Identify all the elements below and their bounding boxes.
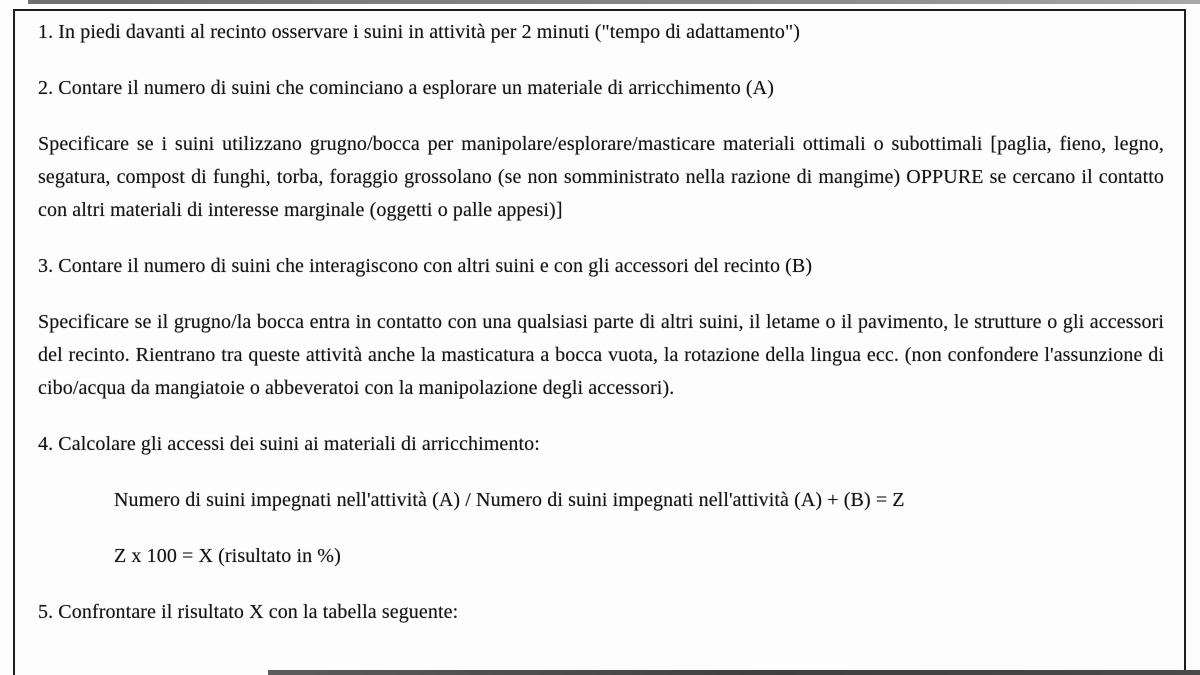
calculation-formula-x: Z x 100 = X (risultato in %) (114, 545, 341, 567)
instruction-step-4: 4. Calcolare gli accessi dei suini ai materiali di arricchimento: (38, 433, 540, 455)
step-2-detail-paragraph: Specificare se i suini utilizzano grugno/bocca per manipolare/esplorare/masticare materiali ottimali o subottimali [paglia, fieno, legno, segatura, compost di funghi, torba, foraggio grossolano (se non somministrato nella razione di mangime) OPPURE se cercano il contatto con altri materiali di interesse marginale (oggetti o palle appesi)] (38, 133, 1164, 221)
instruction-step-3: 3. Contare il numero di suini che interagiscono con altri suini e con gli accessori del recinto (B) (38, 255, 813, 277)
calculation-formula-z: Numero di suini impegnati nell'attività (A) / Numero di suini impegnati nell'attività (A) + (B) = Z (114, 489, 905, 511)
scan-artifact-top-band (28, 0, 1200, 4)
document-border-box (13, 9, 1186, 675)
step-3-detail-paragraph: Specificare se il grugno/la bocca entra in contatto con una qualsiasi parte di altri suini, il letame o il pavimento, le strutture o gli accessori del recinto. Rientrano tra queste attività anche la masticatura a bocca vuota, la rotazione della lingua ecc. (non confondere l'assunzione di cibo/acqua da mangiatoie o abbeveratoi con la manipolazione degli accessori). (38, 311, 1164, 399)
instruction-step-5: 5. Confrontare il risultato X con la tabella seguente: (38, 601, 459, 623)
instruction-step-2: 2. Contare il numero di suini che cominciano a esplorare un materiale di arricchimento (A) (38, 77, 774, 99)
instruction-step-1: 1. In piedi davanti al recinto osservare i suini in attività per 2 minuti ("tempo di adattamento") (38, 21, 801, 43)
scan-artifact-bottom-band (268, 670, 1200, 675)
